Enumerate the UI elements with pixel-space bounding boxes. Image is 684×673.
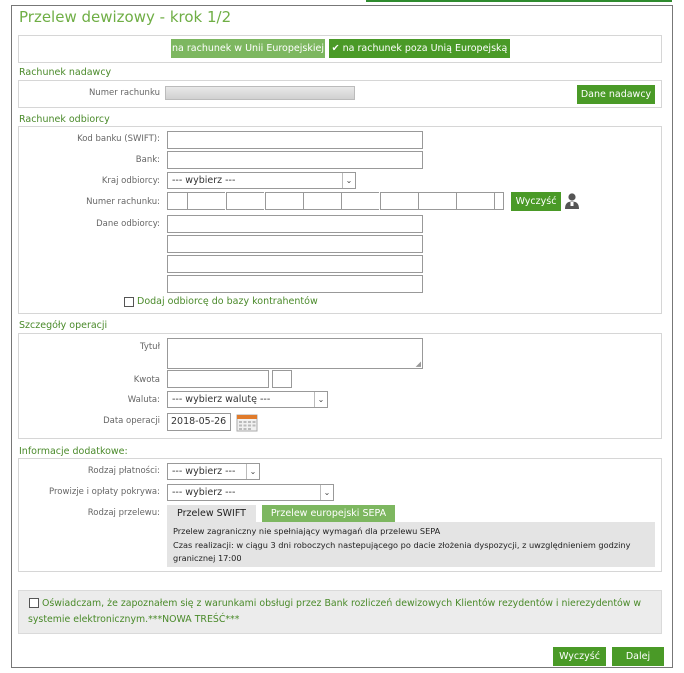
iban-segment[interactable] [418,192,456,210]
add-contractor-checkbox[interactable] [124,297,134,307]
declaration-panel [18,590,662,634]
chevron-down-icon: ⌄ [342,173,355,188]
recipient-data-line3[interactable] [167,255,423,273]
payment-type-select[interactable] [167,463,260,480]
declaration-text-line2: systemie elektronicznym.***NOWA TREŚĆ*** [28,614,240,625]
fees-value: --- wybierz --- [172,487,236,498]
payment-type-value: --- wybierz --- [172,466,236,477]
recipient-clear-button[interactable]: Wyczyść [511,192,561,211]
currency-select-value: --- wybierz walutę --- [172,394,271,405]
swift-label: Kod banku (SWIFT): [77,134,160,144]
sender-details-button[interactable]: Dane nadawcy [577,85,655,104]
recipient-section-title: Rachunek odbiorcy [19,114,110,125]
chevron-down-icon: ⌄ [246,464,259,479]
iban-segment[interactable] [265,192,303,210]
sender-account-label: Numer rachunku [88,88,160,98]
title-label: Tytuł [139,342,160,352]
payment-type-label: Rodzaj płatności: [87,466,160,476]
iban-segment[interactable] [226,192,264,210]
operation-section-title: Szczegóły operacji [19,320,108,331]
amount-decimal-input[interactable] [272,370,292,388]
resize-grip-icon[interactable]: ◢ [415,360,421,368]
transfer-info-line3: granicznej 17:00 [173,553,242,563]
calendar-icon[interactable] [236,412,258,432]
country-select[interactable] [167,172,356,189]
eu-account-button[interactable]: na rachunek w Unii Europejskiej [171,39,325,58]
transfer-type-label: Rodzaj przelewu: [87,508,160,518]
footer-clear-button[interactable]: Wyczyść [553,647,606,666]
country-label: Kraj odbiorcy: [101,176,160,186]
recipient-data-label: Dane odbiorcy: [96,219,160,229]
bank-label: Bank: [135,155,160,165]
chevron-down-icon: ⌄ [314,392,327,407]
iban-segment[interactable] [380,192,418,210]
amount-integer-input[interactable] [167,370,269,388]
recipient-data-line2[interactable] [167,235,423,253]
fees-select[interactable] [167,484,334,501]
transfer-info-line1: Przelew zagraniczny nie spełniający wymagań dla przelewu SEPA [173,526,441,536]
non-eu-account-button[interactable] [329,39,510,58]
date-label: Data operacji [103,416,160,426]
sender-account-field[interactable] [165,86,355,100]
page-title: Przelew dewizowy - krok 1/2 [19,8,232,26]
iban-segment[interactable] [341,192,379,210]
non-eu-account-label: na rachunek poza Unią Europejską [342,43,508,54]
recipient-account-label: Numer rachunku: [86,197,160,207]
country-select-value: --- wybierz --- [172,175,236,186]
currency-label: Waluta: [127,395,160,405]
currency-select[interactable] [167,391,328,408]
fees-label: Prowizje i opłaty pokrywa: [49,487,160,497]
swift-input[interactable] [167,131,423,149]
contacts-person-icon[interactable] [564,192,580,210]
amount-label: Kwota [133,375,160,385]
tab-swift[interactable]: Przelew SWIFT [167,505,256,522]
iban-segment[interactable] [303,192,341,210]
recipient-data-line1[interactable] [167,215,423,233]
iban-segment[interactable] [494,192,504,210]
iban-segment[interactable] [167,192,187,210]
add-contractor-label: Dodaj odbiorcę do bazy kontrahentów [137,296,318,307]
additional-section-title: Informacje dodatkowe: [19,446,128,457]
declaration-checkbox[interactable] [29,598,39,608]
title-textarea[interactable] [167,338,423,369]
chevron-down-icon: ⌄ [320,485,333,500]
next-button[interactable]: Dalej [612,647,664,666]
iban-segment[interactable] [456,192,494,210]
bank-input[interactable] [167,151,423,169]
check-icon: ✔ [331,43,340,54]
top-accent-bar [366,0,672,2]
transfer-info-line2: Czas realizacji: w ciągu 3 dni roboczych nastepującego po dacie złożenia dyspozycji, z uwzględnieniem godziny [173,540,631,550]
iban-segment[interactable] [187,192,225,210]
date-input[interactable]: 2018-05-26 [167,413,231,431]
sender-section-title: Rachunek nadawcy [19,67,112,78]
tab-sepa[interactable]: Przelew europejski SEPA [262,505,395,522]
recipient-data-line4[interactable] [167,275,423,293]
declaration-text-line1: Oświadczam, że zapoznałem się z warunkami obsługi przez Bank rozliczeń dewizowych Klientów rezydentów i nierezydentów w [42,598,642,609]
transfer-info-box [167,522,655,567]
